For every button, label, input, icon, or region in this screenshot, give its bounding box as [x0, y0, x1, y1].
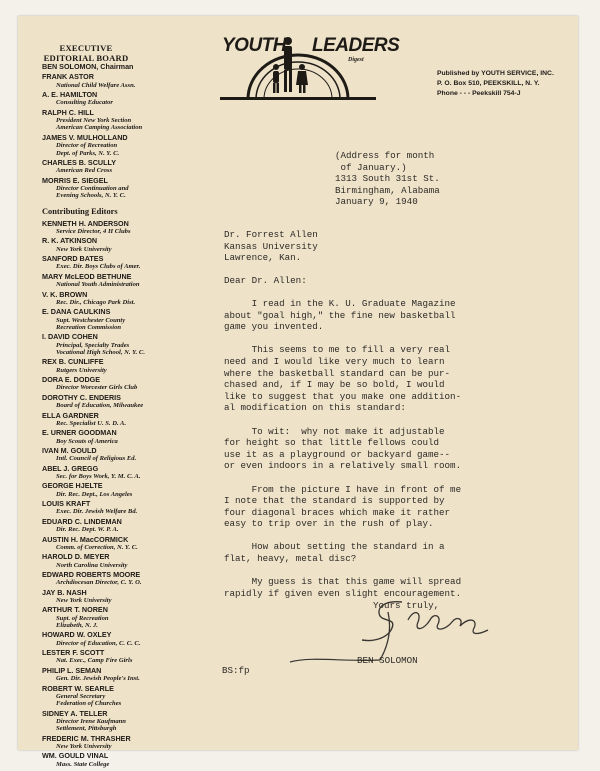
- return-address: (Address for month of January.) 1313 South 31st St. Birmingham, Alabama January 9, 1940: [335, 150, 440, 208]
- member-name: KENNETH H. ANDERSON: [42, 218, 129, 228]
- member-name: JAY B. NASH: [42, 587, 87, 597]
- board-title: EXECUTIVE EDITORIAL BOARD: [43, 43, 129, 63]
- member-name: RALPH C. HILL: [42, 107, 94, 117]
- member-name: WM. GOULD VINAL: [42, 751, 109, 761]
- typist-initials: BS:fp: [222, 665, 250, 676]
- member-name: REX B. CUNLIFFE: [42, 357, 104, 367]
- publisher-phone: Phone - - - Peekskill 754-J: [437, 90, 521, 97]
- member-title: Sec. for Boys Work, Y. M. C. A.: [56, 472, 141, 480]
- signer-name: BEN SOLOMON: [357, 655, 418, 666]
- member-title: Director Irene Kaufmann: [56, 717, 126, 725]
- board-member: [42, 109, 192, 132]
- closing: Yours truly,: [373, 600, 440, 611]
- board-member: [42, 631, 192, 647]
- member-title: Rec. Dir., Chicago Park Dist.: [56, 298, 136, 306]
- contributing-list: [42, 220, 192, 768]
- member-title: Principal, Specialty Trades: [56, 341, 130, 349]
- member-title: New York University: [56, 743, 112, 751]
- member-name: ARTHUR T. NOREN: [42, 605, 108, 615]
- board-member: [42, 752, 192, 768]
- member-title: Boy Scouts of America: [56, 437, 118, 445]
- member-title: Director of Education, C. C. C.: [56, 639, 141, 647]
- board-member: [42, 291, 192, 307]
- board-member: [42, 482, 192, 498]
- board-member: [42, 465, 192, 481]
- board-member: [42, 394, 192, 410]
- member-name: E. DANA CAULKINS: [42, 307, 111, 317]
- member-name: LESTER F. SCOTT: [42, 648, 105, 658]
- member-name: IVAN M. GOULD: [42, 445, 97, 455]
- member-title: Director of Recreation: [56, 142, 118, 150]
- publisher-address: P. O. Box 510, PEEKSKILL, N. Y.: [437, 80, 540, 87]
- member-title: Mass. State College: [56, 760, 110, 768]
- member-name: I. DAVID COHEN: [42, 332, 98, 342]
- member-name: LOUIS KRAFT: [42, 499, 91, 509]
- board-member: [42, 536, 192, 552]
- board-member: [42, 255, 192, 271]
- member-title: Rec. Specialist U. S. D. A.: [56, 419, 127, 427]
- publisher-line: Published by YOUTH SERVICE, INC.: [437, 70, 554, 77]
- member-title: Dept. of Parks, N. Y. C.: [56, 149, 120, 157]
- member-name: EDUARD C. LINDEMAN: [42, 516, 122, 526]
- member-name: R. K. ATKINSON: [42, 236, 98, 246]
- member-title: Archdiocesan Director, C. Y. O.: [56, 579, 142, 587]
- member-name: DOROTHY C. ENDERIS: [42, 392, 121, 402]
- board-member: [42, 333, 192, 356]
- member-title: Rutgers University: [56, 366, 107, 374]
- member-title: Board of Education, Milwaukee: [56, 402, 144, 410]
- board-member: [42, 649, 192, 665]
- member-name: ELLA GARDNER: [42, 410, 99, 420]
- member-title: Dir. Rec. Dept., Los Angeles: [56, 490, 133, 498]
- member-title: President New York Section: [56, 117, 132, 124]
- logo-digest: Digest: [348, 57, 364, 63]
- board-member: [42, 735, 192, 751]
- member-title: Elizabeth, N. J.: [56, 622, 98, 630]
- member-name: BEN SOLOMON, Chairman: [42, 62, 134, 71]
- board-member: [42, 159, 192, 175]
- contributing-editors-title: Contributing Editors: [42, 206, 118, 216]
- member-title: New York University: [56, 596, 112, 604]
- board-member: [42, 63, 192, 71]
- member-title: Intl. Council of Religious Ed.: [56, 455, 137, 463]
- member-name: JAMES V. MULHOLLAND: [42, 132, 128, 142]
- member-title: Consulting Educator: [56, 99, 113, 107]
- board-member: [42, 500, 192, 516]
- board-member: [42, 589, 192, 605]
- board-member: [42, 237, 192, 253]
- member-title: Gen. Dir. Jewish People's Inst.: [56, 675, 140, 683]
- member-name: HOWARD W. OXLEY: [42, 630, 112, 640]
- member-title: Comm. of Correction, N. Y. C.: [56, 543, 138, 551]
- member-title: Evening Schools, N. Y. C.: [56, 192, 126, 200]
- salutation: Dear Dr. Allen:: [224, 275, 307, 286]
- member-title: New York University: [56, 245, 112, 253]
- board-member: [42, 447, 192, 463]
- member-name: EDWARD ROBERTS MOORE: [42, 569, 141, 579]
- member-title: Supt. of Recreation: [56, 614, 109, 622]
- member-title: Exec. Dir. Boys Clubs of Amer.: [56, 263, 141, 271]
- member-title: North Carolina University: [56, 561, 128, 569]
- board-member: [42, 376, 192, 392]
- member-title: Vocational High School, N. Y. C.: [56, 349, 145, 357]
- board-member: [42, 667, 192, 683]
- inside-address: Dr. Forrest Allen Kansas University Lawrence, Kan.: [224, 229, 318, 264]
- publisher-info: [437, 69, 577, 99]
- member-name: DORA E. DODGE: [42, 375, 101, 385]
- member-title: Federation of Churches: [56, 700, 122, 708]
- member-title: Settlement, Pittsburgh: [56, 725, 117, 733]
- member-title: American Red Cross: [56, 167, 113, 175]
- executive-list: [42, 63, 192, 200]
- member-name: FRANK ASTOR: [42, 72, 94, 82]
- member-name: GEORGE HJELTE: [42, 481, 103, 491]
- member-name: E. URNER GOODMAN: [42, 428, 117, 438]
- board-member: [42, 710, 192, 733]
- board-member: [42, 412, 192, 428]
- board-member: [42, 308, 192, 331]
- member-title: Nat. Exec., Camp Fire Girls: [56, 657, 133, 665]
- logo-word-youth: YOUTH: [222, 35, 286, 56]
- member-name: SANFORD BATES: [42, 254, 104, 264]
- board-member: [42, 177, 192, 200]
- member-name: ABEL J. GREGG: [42, 463, 99, 473]
- member-title: Recreation Commission: [56, 323, 122, 331]
- letter-body: I read in the K. U. Graduate Magazine about "goal high," the fine new basketball game you invented. This seems to me to fill a very real need and I would like very much to learn where the basketball standard can be pur- chased and, if I may be so bold, I would like to suggest that you make one addition- al modification on this standard: To wit: why not make it adjustable for height so that little fellows could use it as a playground or backyard game-- or even indoors in a relatively small room. From the picture I have in front of me I note that the standard is supported by four diagonal braces which make it rather easy to trip over in the rush of play. How about setting the standard in a flat, heavy, metal disc? My guess is that this game will spread rapidly if given even slight encouragement.: [224, 298, 462, 599]
- board-member: [42, 571, 192, 587]
- member-title: Service Director, 4 H Clubs: [56, 228, 131, 236]
- board-member: [42, 358, 192, 374]
- member-title: Director Continuation and: [56, 184, 129, 192]
- member-title: Dir. Rec. Dept. W. P. A.: [56, 526, 119, 534]
- member-name: FREDERIC M. THRASHER: [42, 733, 131, 743]
- member-title: National Child Welfare Assn.: [56, 81, 136, 89]
- member-title: American Camping Association: [56, 124, 143, 132]
- board-member: [42, 518, 192, 534]
- member-title: General Secretary: [56, 692, 106, 700]
- youth-leaders-logo: [220, 33, 400, 103]
- member-name: PHILIP L. SEMAN: [42, 665, 102, 675]
- member-name: HAROLD D. MEYER: [42, 552, 110, 562]
- board-member: [42, 273, 192, 289]
- member-name: A. E. HAMILTON: [42, 90, 98, 99]
- board-member: [42, 73, 192, 89]
- board-member: [42, 134, 192, 157]
- member-title: National Youth Administration: [56, 281, 140, 289]
- member-title: Director Worcester Girls Club: [56, 384, 138, 392]
- board-member: [42, 429, 192, 445]
- member-name: ROBERT W. SEARLE: [42, 683, 114, 693]
- member-name: MARY McLEOD BETHUNE: [42, 271, 132, 281]
- member-name: AUSTIN H. MacCORMICK: [42, 534, 129, 544]
- editorial-board: [42, 43, 192, 770]
- member-name: SIDNEY A. TELLER: [42, 708, 108, 718]
- member-name: V. K. BROWN: [42, 289, 88, 299]
- member-title: Exec. Dir. Jewish Welfare Bd.: [56, 508, 138, 516]
- board-member: [42, 685, 192, 708]
- board-member: [42, 91, 192, 107]
- board-member: [42, 220, 192, 236]
- member-name: MORRIS E. SIEGEL: [42, 175, 108, 185]
- logo-word-leaders: LEADERS: [312, 35, 400, 56]
- member-name: CHARLES B. SCULLY: [42, 157, 117, 167]
- board-member: [42, 606, 192, 629]
- board-member: [42, 553, 192, 569]
- member-title: Supt. Westchester County: [56, 316, 126, 324]
